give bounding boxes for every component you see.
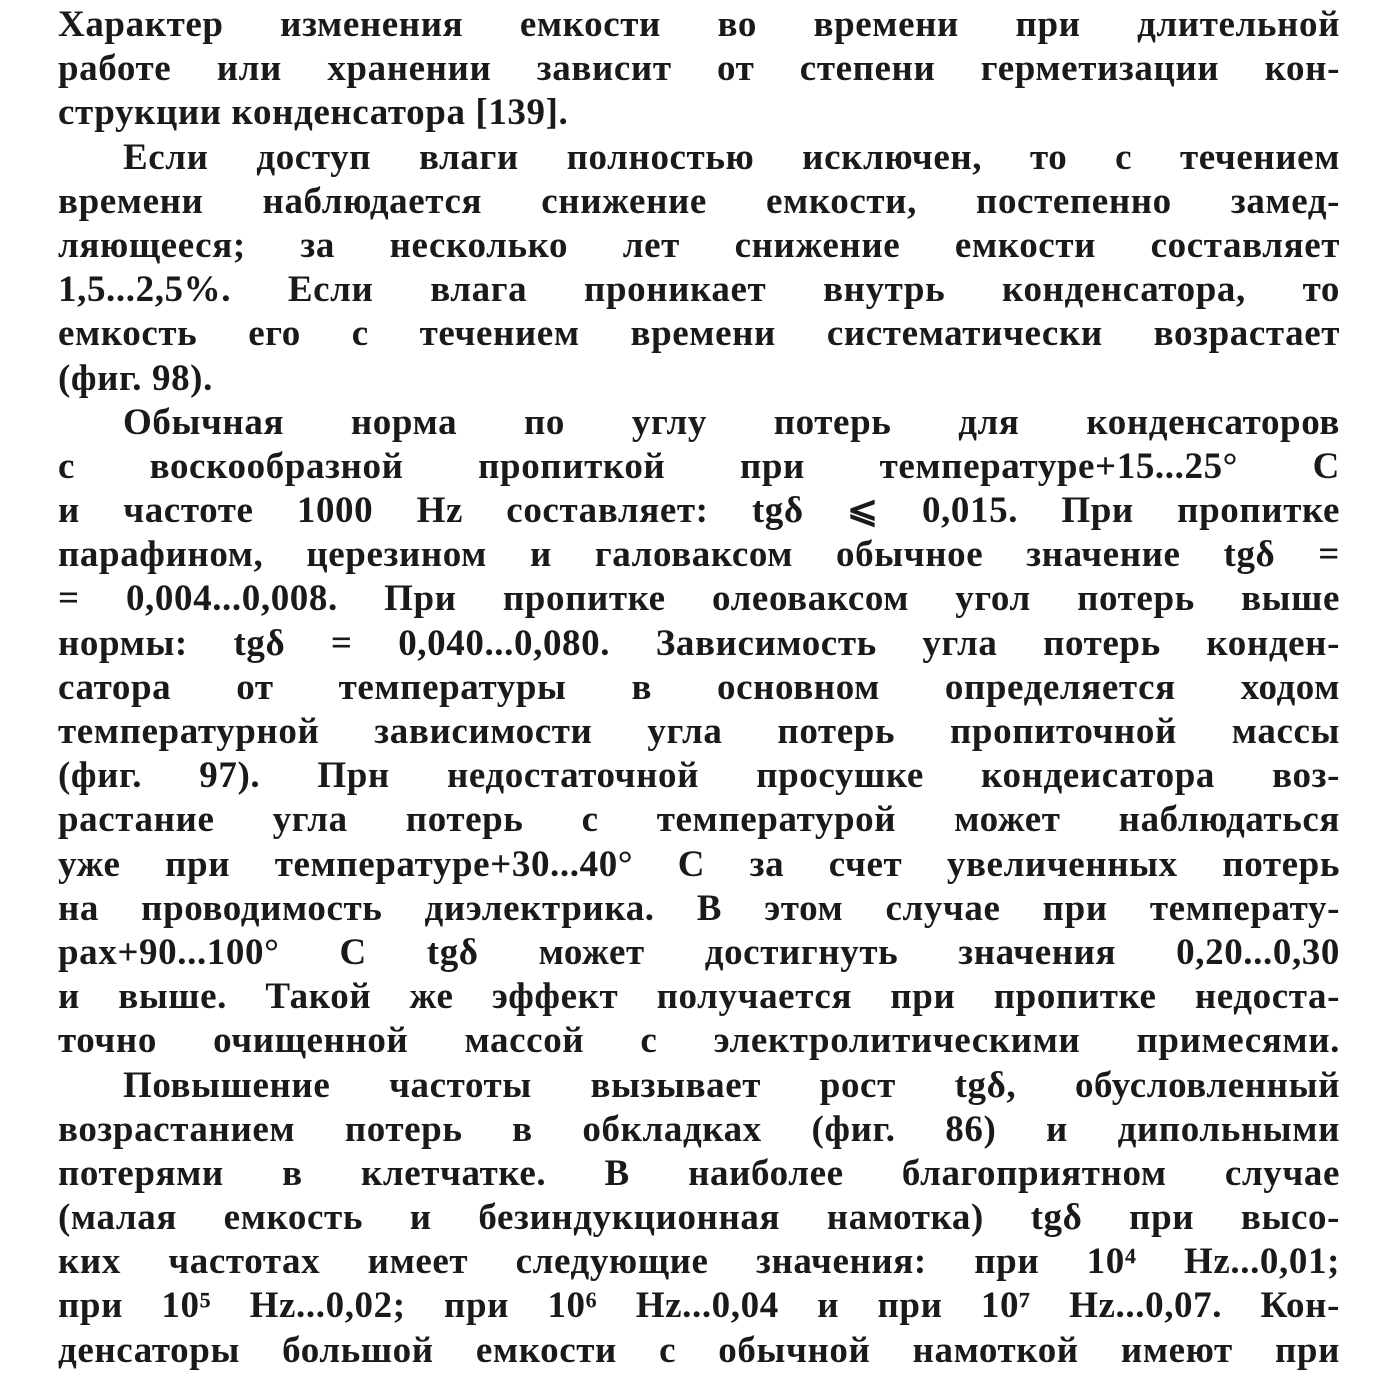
text-line: (малая емкость и безиндукционная намотка) tgδ при высо- (58, 1197, 1340, 1239)
text-line: возрастанием потерь в обкладках (фиг. 86) и дипольными (58, 1108, 1340, 1150)
text-line: работе или хранении зависит от степени герметизации кон- (58, 48, 1340, 90)
text-line: ляющееся; за несколько лет снижение емкости составляет (58, 224, 1340, 266)
text-line: денсаторы большой емкости с обычной намоткой имеют при (58, 1329, 1340, 1371)
text-line: уже при температуре+30...40° С за счет увеличенных потерь (58, 843, 1340, 885)
text-line: парафином, церезином и галовaксом обычное значение tgδ = (58, 534, 1340, 576)
text-line: потерями в клетчатке. В наиболее благоприятном случае (58, 1152, 1340, 1194)
text-line: растание угла потерь с температурой может наблюдаться (58, 799, 1340, 841)
text-line: Повышение частоты вызывает рост tgδ, обусловленный (123, 1064, 1340, 1106)
text-line: ких частотах имеет следующие значения: при 10⁴ Hz...0,01; (58, 1241, 1340, 1283)
text-line: и частоте 1000 Hz составляет: tgδ ⩽ 0,015. При пропитке (58, 490, 1340, 532)
text-line: (фиг. 98). (58, 357, 213, 399)
text-line: рах+90...100° С tgδ может достигнуть значения 0,20...0,30 (58, 931, 1340, 973)
text-line: нормы: tgδ = 0,040...0,080. Зависимость угла потерь конден- (58, 622, 1340, 664)
text-line: температурной зависимости угла потерь пропиточной массы (58, 711, 1340, 752)
text-line: 1,5...2,5%. Если влага проникает внутрь конденсатора, то (58, 269, 1340, 311)
paragraph-frequency-increase (58, 1064, 1340, 1373)
text-line: времени наблюдается снижение емкости, постепенно замед- (58, 180, 1340, 222)
text-line: емкость его с течением времени систематически возрастает (58, 313, 1340, 355)
text-line: сатора от температуры в основном определяется ходом (58, 666, 1340, 708)
paragraph-loss-angle-norm (58, 401, 1340, 1064)
text-line: (фиг. 97). Прн недостаточной просушке кондеисатора воз- (58, 755, 1340, 797)
text-line: Характер изменения емкости во времени при длительной (58, 4, 1340, 45)
text-line: точно очищенной массой с электролитическими примесями. (58, 1020, 1340, 1062)
text-line: при 10⁵ Hz...0,02; при 10⁶ Hz...0,04 и при 10⁷ Hz...0,07. Кон- (58, 1285, 1340, 1327)
document-page (58, 0, 1340, 1399)
text-line: = 0,004...0,008. При пропитке олеоваксом угол потерь выше (58, 578, 1340, 620)
paragraph-capacity-change (58, 3, 1340, 136)
text-line: с воскообразной пропиткой при температуре+15...25° С (58, 445, 1340, 487)
text-line: Если доступ влаги полностью исключен, то с течением (123, 136, 1340, 178)
text-line: струкции конденсатора [139]. (58, 92, 569, 134)
text-line: Обычная норма по углу потерь для конденсаторов (123, 401, 1340, 443)
paragraph-moisture-access (58, 136, 1340, 401)
text-line: на проводимость диэлектрика. В этом случае при температу- (58, 887, 1340, 929)
text-line: и выше. Такой же эффект получается при пропитке недоста- (58, 976, 1340, 1018)
